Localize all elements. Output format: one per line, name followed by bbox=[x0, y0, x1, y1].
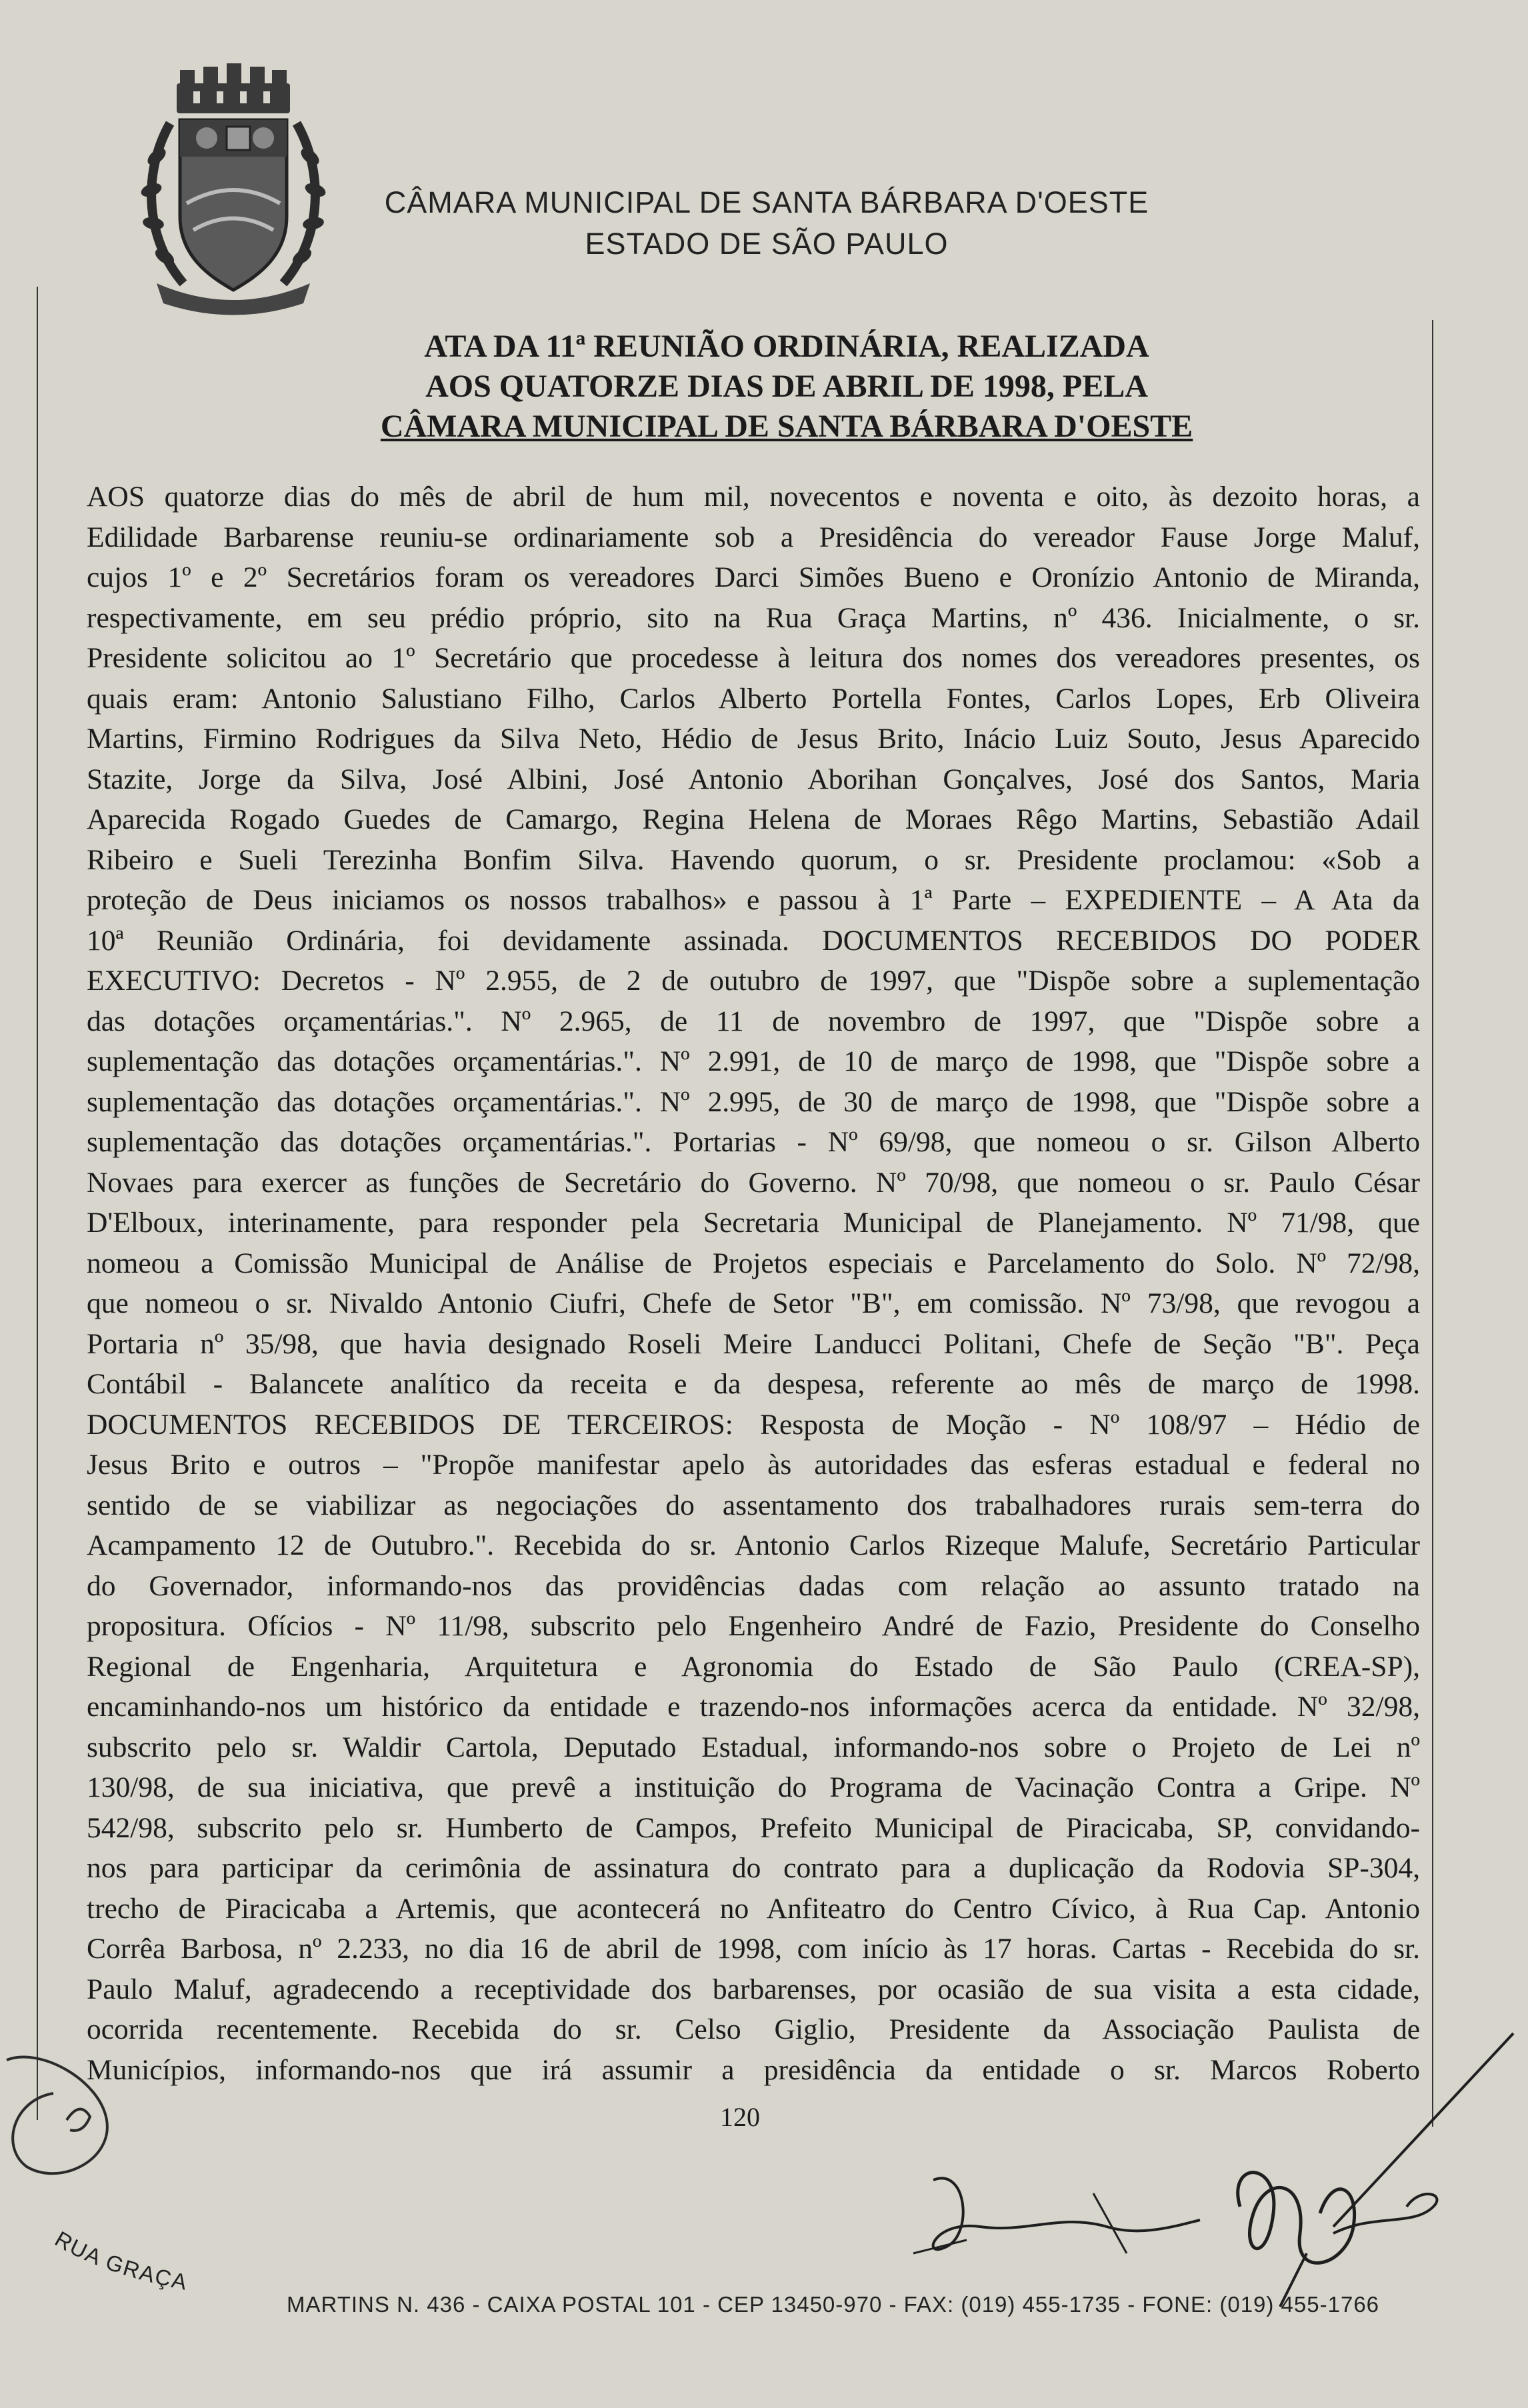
body-line: Acampamento 12 de Outubro.". Recebida do sr. Antonio Carlos Rizeque Malufe, Secretário Particular bbox=[87, 1529, 1420, 1561]
body-line: suplementação das dotações orçamentárias.". Nº 2.995, de 30 de março de 1998, que "Dispõe sobre a bbox=[87, 1085, 1420, 1118]
minutes-body bbox=[87, 477, 1420, 2090]
minutes-title bbox=[220, 327, 1353, 447]
body-line: encaminhando-nos um histórico da entidade e trazendo-nos informações acerca da entidade. Nº 32/98, bbox=[87, 1691, 1420, 1723]
body-line: respectivamente, em seu prédio próprio, sito na Rua Graça Martins, nº 436. Inicialmente, o sr. bbox=[87, 601, 1420, 634]
body-line: ocorrida recentemente. Recebida do sr. Celso Giglio, Presidente da Associação Paulista de bbox=[87, 2013, 1420, 2045]
body-line: Stazite, Jorge da Silva, José Albini, José Antonio Aborihan Gonçalves, José dos Santos, Maria bbox=[87, 763, 1420, 795]
body-line: Contábil - Balancete analítico da receita e da despesa, referente ao mês de março de 1998. bbox=[87, 1368, 1420, 1400]
body-line: subscrito pelo sr. Waldir Cartola, Deputado Estadual, informando-nos sobre o Projeto de Lei nº bbox=[87, 1731, 1420, 1763]
body-line: EXECUTIVO: Decretos - Nº 2.955, de 2 de outubro de 1997, que "Dispõe sobre a suplementação bbox=[87, 965, 1420, 997]
chamber-name: CÂMARA MUNICIPAL DE SANTA BÁRBARA D'OESTE bbox=[384, 185, 1149, 219]
body-line: suplementação das dotações orçamentárias.". Nº 2.991, de 10 de março de 1998, que "Dispõe sobre a bbox=[87, 1045, 1420, 1077]
body-line: Portaria nº 35/98, que havia designado Roseli Meire Landucci Politani, Chefe de Seção "B". Peça bbox=[87, 1327, 1420, 1360]
body-line: 10ª Reunião Ordinária, foi devidamente assinada. DOCUMENTOS RECEBIDOS DO PODER bbox=[87, 924, 1420, 957]
municipal-coat-of-arms-icon bbox=[130, 63, 337, 317]
right-margin-rule bbox=[1432, 320, 1433, 2127]
title-line-1: ATA DA 11ª REUNIÃO ORDINÁRIA, REALIZADA bbox=[424, 329, 1149, 364]
body-line: Jesus Brito e outros – "Propõe manifestar apelo às autoridades das esferas estadual e federal no bbox=[87, 1449, 1420, 1481]
body-line: nomeou a Comissão Municipal de Análise de Projetos especiais e Parcelamento do Solo. Nº 72/98, bbox=[87, 1247, 1420, 1279]
body-line: 130/98, de sua iniciativa, que prevê a instituição do Programa de Vacinação Contra a Gripe. Nº bbox=[87, 1771, 1420, 1803]
body-line: do Governador, informando-nos das providências dadas com relação ao assunto tratado na bbox=[87, 1569, 1420, 1602]
signature-right-icon bbox=[1200, 2013, 1527, 2320]
body-line: nos para participar da cerimônia de assinatura do contrato para a duplicação da Rodovia SP-304, bbox=[87, 1852, 1420, 1884]
svg-text:RUA GRAÇA bbox=[51, 2230, 190, 2295]
signature-left-icon bbox=[0, 2020, 133, 2193]
body-line: trecho de Piracicaba a Artemis, que acontecerá no Anfiteatro do Centro Cívico, à Rua Cap. Antonio bbox=[87, 1892, 1420, 1925]
footer-street-text: RUA GRAÇA bbox=[51, 2230, 191, 2295]
body-line: suplementação das dotações orçamentárias.". Portarias - Nº 69/98, que nomeou o sr. Gilson Alberto bbox=[87, 1126, 1420, 1158]
title-line-2: AOS QUATORZE DIAS DE ABRIL DE 1998, PELA bbox=[425, 369, 1148, 404]
body-line: cujos 1º e 2º Secretários foram os vereadores Darci Simões Bueno e Oronízio Antonio de Miranda, bbox=[87, 561, 1420, 593]
body-line: Paulo Maluf, agradecendo a receptividade dos barbarenses, por ocasião de sua visita a esta cidade, bbox=[87, 1973, 1420, 2005]
body-line: proteção de Deus iniciamos os nossos trabalhos» e passou à 1ª Parte – EXPEDIENTE – A Ata da bbox=[87, 884, 1420, 916]
body-line: Novaes para exercer as funções de Secretário do Governo. Nº 70/98, que nomeou o sr. Paulo César bbox=[87, 1166, 1420, 1199]
body-line: Presidente solicitou ao 1º Secretário que procedesse à leitura dos nomes dos vereadores presentes, os bbox=[87, 642, 1420, 674]
body-line: Regional de Engenharia, Arquitetura e Agronomia do Estado de São Paulo (CREA-SP), bbox=[87, 1650, 1420, 1683]
footer-address: MARTINS N. 436 - CAIXA POSTAL 101 - CEP 13450-970 - FAX: (019) 455-1735 - FONE: (019) 455-1766 bbox=[287, 2292, 1380, 2317]
body-line: DOCUMENTOS RECEBIDOS DE TERCEIROS: Resposta de Moção - Nº 108/97 – Hédio de bbox=[87, 1408, 1420, 1441]
body-line: propositura. Ofícios - Nº 11/98, subscrito pelo Engenheiro André de Fazio, Presidente do Conselho bbox=[87, 1610, 1420, 1642]
footer-street bbox=[47, 2230, 313, 2315]
page-number: 120 bbox=[720, 2102, 760, 2132]
footer-street-curve bbox=[47, 2230, 313, 2310]
state-name: ESTADO DE SÃO PAULO bbox=[585, 227, 949, 261]
signature-center-icon bbox=[907, 2153, 1207, 2287]
body-line: D'Elboux, interinamente, para responder pela Secretaria Municipal de Planejamento. Nº 71/98, que bbox=[87, 1207, 1420, 1239]
body-line: das dotações orçamentárias.". Nº 2.965, de 11 de novembro de 1997, que "Dispõe sobre a bbox=[87, 1005, 1420, 1037]
body-line: Martins, Firmino Rodrigues da Silva Neto, Hédio de Jesus Brito, Inácio Luiz Souto, Jesus Aparecido bbox=[87, 723, 1420, 755]
body-line: Corrêa Barbosa, nº 2.233, no dia 16 de abril de 1998, com início às 17 horas. Cartas - Recebida do sr. bbox=[87, 1933, 1420, 1965]
body-line: sentido de se viabilizar as negociações do assentamento dos trabalhadores rurais sem-terra do bbox=[87, 1489, 1420, 1521]
body-line: Aparecida Rogado Guedes de Camargo, Regina Helena de Moraes Rêgo Martins, Sebastião Adail bbox=[87, 803, 1420, 835]
left-margin-rule bbox=[37, 287, 38, 2120]
body-line: Ribeiro e Sueli Terezinha Bonfim Silva. Havendo quorum, o sr. Presidente proclamou: «Sob a bbox=[87, 843, 1420, 876]
body-line: que nomeou o sr. Nivaldo Antonio Ciufri, Chefe de Setor "B", em comissão. Nº 73/98, que revogou a bbox=[87, 1287, 1420, 1319]
body-line: quais eram: Antonio Salustiano Filho, Carlos Alberto Portella Fontes, Carlos Lopes, Erb Oliveira bbox=[87, 682, 1420, 715]
body-line: Municípios, informando-nos que irá assumir a presidência da entidade o sr. Marcos Roberto bbox=[87, 2053, 1420, 2086]
title-line-3: CÂMARA MUNICIPAL DE SANTA BÁRBARA D'OESTE bbox=[380, 409, 1193, 444]
body-line: Edilidade Barbarense reuniu-se ordinariamente sob a Presidência do vereador Fause Jorge Maluf, bbox=[87, 521, 1420, 553]
body-line: AOS quatorze dias do mês de abril de hum mil, novecentos e noventa e oito, às dezoito horas, a bbox=[87, 481, 1420, 513]
body-line: 542/98, subscrito pelo sr. Humberto de Campos, Prefeito Municipal de Piracicaba, SP, convidando- bbox=[87, 1811, 1420, 1844]
